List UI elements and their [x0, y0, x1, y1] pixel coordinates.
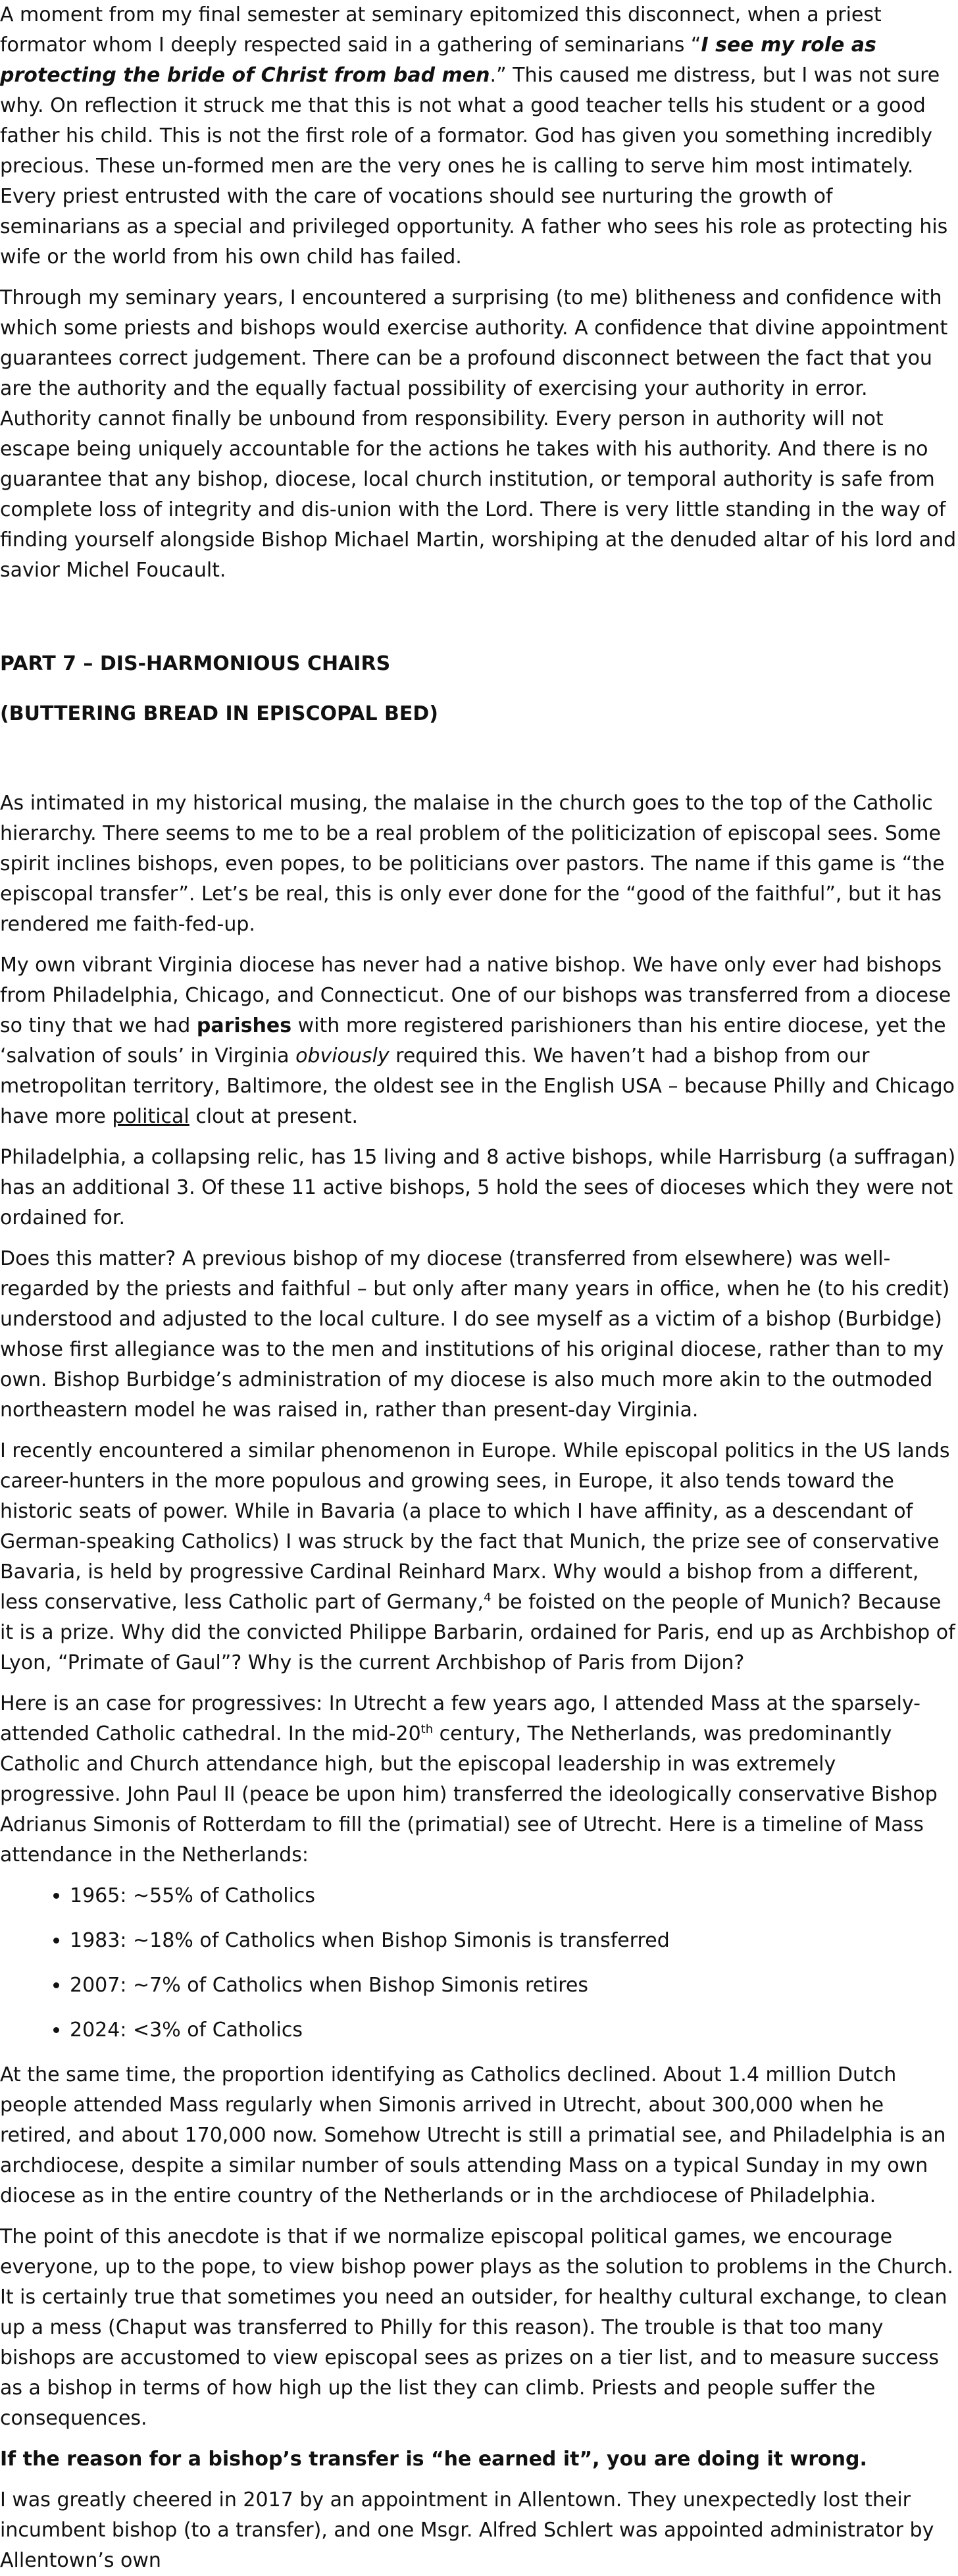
- text-run: be foisted on the people of Munich? Because it is a prize. Why did the convicted Philippe Barbarin, ordained for Paris, end up as Archbishop of Lyon, “Primate of Gaul”? Why is the current Archbishop of Paris from Dijon?: [0, 1591, 955, 1674]
- ordinal-superscript: th: [420, 1722, 434, 1736]
- attendance-timeline-list: [0, 1881, 958, 2046]
- text-run: Here is an case for progressives: In Utrecht a few years ago, I attended Mass at the sparsely-attended Catholic cathedral. In the mid-20: [0, 1692, 920, 1745]
- text-run: A moment from my final semester at seminary epitomized this disconnect, when a priest formator whom I deeply respected said in a gathering of seminarians “: [0, 3, 882, 57]
- paragraph-utrecht: [0, 1689, 958, 1870]
- paragraph-philadelphia: Philadelphia, a collapsing relic, has 15 living and 8 active bishops, while Harrisburg (a suffragan) has an additional 3. Of these 11 active bishops, 5 hold the sees of dioceses which they were not ordained for.: [0, 1146, 956, 1229]
- section-subheading: (BUTTERING BREAD IN EPISCOPAL BED): [0, 702, 438, 725]
- list-item: • 1965: ~55% of Catholics: [70, 1881, 958, 1911]
- text-run: I recently encountered a similar phenomenon in Europe. While episcopal politics in the US lands career-hunters in the more populous and growing sees, in Europe, it also tends toward the historic seats of power. While in Bavaria (a place to which I have affinity, as a descendant of German-speaking Catholics) I was struck by the fact that Munich, the prize see of conservative Bavaria, is held by progressive Cardinal Reinhard Marx. Why would a bishop from a different, less conservative, less Catholic part of Germany,: [0, 1439, 950, 1614]
- paragraph-proportion: At the same time, the proportion identifying as Catholics declined. About 1.4 million Dutch people attended Mass regularly when Simonis arrived in Utrecht, about 300,000 when he retired, and about 170,000 now. Somehow Utrecht is still a primatial see, and Philadelphia is an archdiocese, despite a similar number of souls attending Mass on a typical Sunday in my own diocese as in the entire country of the Netherlands or in the archdiocese of Philadelphia.: [0, 2063, 946, 2207]
- list-item: • 2024: <3% of Catholics: [70, 2015, 958, 2046]
- text-run: required this. We haven’t had a bishop from our metropolitan territory, Baltimore, the oldest see in the English USA – because Philly and Chicago have more: [0, 1044, 955, 1128]
- paragraph-europe: [0, 1436, 958, 1678]
- paragraph-does-this-matter: Does this matter? A previous bishop of my diocese (transferred from elsewhere) was well-regarded by the priests and faithful – but only after many years in office, when he (to his credit) understood and adjusted to the local culture. I do see myself as a victim of a bishop (Burbidge) whose first allegiance was to the men and institutions of his original diocese, rather than to my own. Bishop Burbidge’s administration of my diocese is also much more akin to the outmoded northeastern model he was raised in, rather than present-day Virginia.: [0, 1247, 950, 1422]
- bold-emphasis: parishes: [196, 1014, 292, 1037]
- text-run: .” This caused me distress, but I was not sure why. On reflection it struck me that this is not what a good teacher tells his student or a good father his child. This is not the first role of a formator. God has given you something incredibly precious. These un-formed men are the very ones he is calling to serve him most intimately. Every priest entrusted with the care of vocations should see nurturing the growth of seminarians as a special and privileged opportunity. A father who sees his role as protecting his wife or the world from his own child has failed.: [0, 64, 948, 269]
- underline-emphasis: political: [112, 1105, 189, 1128]
- italic-emphasis: obviously: [295, 1044, 390, 1068]
- paragraph-virginia: [0, 950, 958, 1132]
- list-item: • 2007: ~7% of Catholics when Bishop Simonis retires: [70, 1971, 958, 2001]
- paragraph-authority: Through my seminary years, I encountered a surprising (to me) blitheness and confidence with which some priests and bishops would exercise authority. A confidence that divine appointment guarantees correct judgement. There can be a profound disconnect between the fact that you are the authority and the equally factual possibility of exercising your authority in error. Authority cannot finally be unbound from responsibility. Every person in authority will not escape being uniquely accountable for the actions he takes with his authority. And there is no guarantee that any bishop, diocese, local church institution, or temporal authority is safe from complete loss of integrity and dis-union with the Lord. There is very little standing in the way of finding yourself alongside Bishop Michael Martin, worshiping at the denuded altar of his lord and savior Michel Foucault.: [0, 286, 957, 582]
- spacer: [0, 596, 958, 649]
- spacer: [0, 749, 958, 788]
- paragraph-point: The point of this anecdote is that if we normalize episcopal political games, we encourage everyone, up to the pope, to view bishop power plays as the solution to problems in the Church. It is certainly true that sometimes you need an outsider, for healthy cultural exchange, to clean up a mess (Chaput was transferred to Philly for this reason). The trouble is that too many bishops are accustomed to view episcopal sees as prizes on a tier list, and to measure success as a bishop in terms of how high up the list they can climb. Priests and people suffer the consequences.: [0, 2225, 953, 2430]
- text-run: clout at present.: [189, 1105, 359, 1128]
- footnote-marker[interactable]: 4: [484, 1591, 492, 1605]
- paragraph-malaise: As intimated in my historical musing, the malaise in the church goes to the top of the Catholic hierarchy. There seems to me to be a real problem of the politicization of episcopal sees. Some spirit inclines bishops, even popes, to be politicians over pastors. The name if this game is “the episcopal transfer”. Let’s be real, this is only ever done for the “good of the faithful”, but it has rendered me faith-fed-up.: [0, 792, 945, 936]
- text-run: century, The Netherlands, was predominantly Catholic and Church attendance high, but the episcopal leadership in was extremely progressive. John Paul II (peace be upon him) transferred the ideologically conservative Bishop Adrianus Simonis of Rotterdam to fill the (primatial) see of Utrecht. Here is a timeline of Mass attendance in the Netherlands:: [0, 1722, 938, 1867]
- paragraph-allentown: I was greatly cheered in 2017 by an appointment in Allentown. They unexpectedly lost their incumbent bishop (to a transfer), and one Msgr. Alfred Schlert was appointed administrator by Allentown’s own: [0, 2488, 934, 2572]
- paragraph-formator: [0, 0, 958, 272]
- section-heading: PART 7 – DIS-HARMONIOUS CHAIRS: [0, 652, 391, 675]
- text-run: My own vibrant Virginia diocese has never had a native bishop. We have only ever had bishops from Philadelphia, Chicago, and Connecticut. One of our bishops was transferred from a diocese so tiny that we had: [0, 954, 951, 1037]
- list-item: • 1983: ~18% of Catholics when Bishop Simonis is transferred: [70, 1926, 958, 1956]
- text-run: with more registered parishioners than his entire diocese, yet the ‘salvation of souls’ in Virginia: [0, 1014, 946, 1068]
- paragraph-bold-statement: If the reason for a bishop’s transfer is “he earned it”, you are doing it wrong.: [0, 2448, 867, 2471]
- quote-emphasis: I see my role as protecting the bride of Christ from bad men: [0, 34, 876, 87]
